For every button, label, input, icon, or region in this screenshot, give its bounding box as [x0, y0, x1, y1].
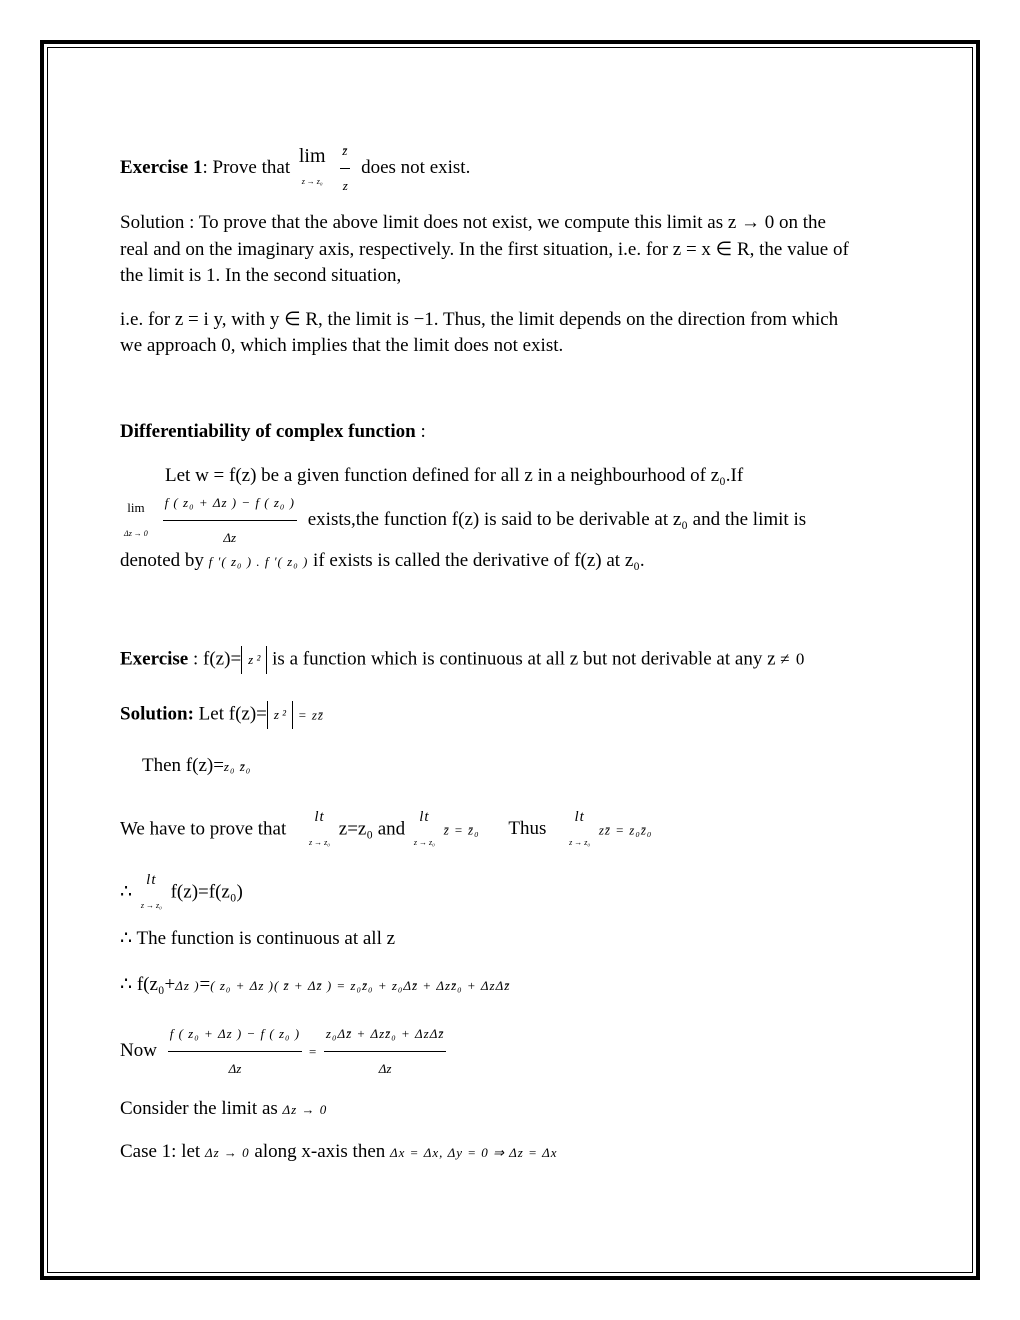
limit — [414, 806, 435, 854]
text: : f(z)= — [188, 648, 242, 670]
numerator: f ( z₀ + Δz ) − f ( z₀ ) — [168, 1023, 302, 1052]
solution-line: real and on the imaginary axis, respectively. In the first situation, i.e. for z = x ∈ R, the value of — [120, 239, 849, 260]
denominator: Δz — [228, 1061, 242, 1076]
text: and — [377, 818, 406, 840]
text: f(z)=f(z₀) — [170, 881, 243, 903]
lim-under: Δz → 0 — [124, 528, 148, 538]
solution-line: i.e. for z = i y, with y ∈ R, the limit is −1. Thus, the limit depends on the direction from which — [120, 309, 839, 330]
text: Let f(z)= — [193, 703, 267, 725]
denominator: z — [342, 178, 348, 193]
text — [120, 1098, 327, 1121]
prove-line — [120, 806, 652, 854]
abs-math: z ² — [241, 646, 267, 674]
text: denoted by — [120, 550, 204, 571]
text: Now — [120, 1039, 157, 1061]
math: zz̄ = z₀z̄₀ — [598, 822, 653, 838]
fraction — [163, 492, 297, 549]
exercise-label: Exercise — [120, 648, 189, 670]
solution-line: we approach 0, which implies that the limit does not exist. — [120, 335, 564, 356]
solution-line: the limit is 1. In the second situation, — [120, 265, 402, 286]
now-line — [120, 1023, 452, 1080]
solution-line: Solution : To prove that the above limit does not exist, we compute this limit as z → 0 on the — [120, 212, 826, 233]
lim: lim — [127, 499, 145, 515]
lt: lt — [146, 872, 157, 888]
numerator: f ( z₀ + Δz ) − f ( z₀ ) — [163, 492, 297, 521]
lim-under: z → z₀ — [140, 901, 162, 910]
text: Then f(z)= — [142, 755, 224, 776]
lim-under: z → z₀ — [309, 838, 331, 847]
math: z₀ z̄₀ — [223, 759, 252, 774]
text: if exists is called the derivative of f(z) at z₀. — [313, 550, 645, 571]
fraction — [324, 1023, 446, 1080]
lim: lim — [298, 144, 326, 167]
solution-label: Solution: — [120, 703, 194, 725]
text: Case 1: let — [120, 1141, 201, 1162]
math: ≠ 0 — [780, 649, 806, 669]
math: Δz → 0 — [204, 1145, 250, 1160]
text: is a function which is continuous at all z but not derivable at any z — [272, 648, 776, 670]
lt: lt — [314, 809, 325, 825]
exercise-label: Exercise 1 — [120, 156, 203, 178]
numerator: z̄ — [340, 140, 350, 169]
text: along x-axis then — [254, 1141, 386, 1162]
math: Δx = Δx, Δy = 0 ⇒ Δz = Δx — [390, 1145, 558, 1160]
limit — [141, 869, 162, 917]
heading: Differentiability of complex function — [120, 421, 416, 442]
derivative-def — [120, 492, 806, 549]
math: = — [308, 1043, 318, 1059]
numerator: z₀Δz̄ + Δzz̄₀ + ΔzΔz̄ — [324, 1023, 446, 1052]
limit — [569, 806, 590, 854]
fraction — [340, 140, 350, 197]
limit — [124, 497, 148, 545]
lt: lt — [419, 809, 430, 825]
math: ( z₀ + Δz )( z̄ + Δz̄ ) = z₀z̄₀ + z₀Δz̄ + Δzz̄₀ + ΔzΔz̄ — [210, 978, 511, 993]
math: = zz̄ — [297, 707, 324, 723]
lt: lt — [574, 809, 585, 825]
limit — [309, 806, 330, 854]
text: Let w = f(z) be a given function defined for all z in a neighbourhood of z₀.If — [165, 465, 744, 486]
denominator: Δz — [378, 1061, 392, 1076]
math: f ′( z₀ ) . f ′( z₀ ) — [208, 554, 309, 569]
expansion-line — [120, 974, 510, 997]
text — [142, 755, 251, 778]
lim-under: z → z₀ — [301, 176, 323, 186]
math: Δz → 0 — [282, 1102, 328, 1117]
lim-under: z → z₀ — [413, 838, 435, 847]
text: We have to prove that — [120, 818, 287, 840]
limit — [299, 145, 326, 193]
abs-math: z ² — [267, 701, 293, 729]
text: : — [415, 421, 426, 442]
exercise-2 — [120, 646, 805, 674]
therefore-symbol: ∴ — [120, 881, 133, 903]
text: Thus — [508, 818, 547, 840]
case-1 — [120, 1141, 558, 1164]
text: : Prove that — [202, 156, 291, 178]
therefore-line — [120, 869, 243, 917]
section-heading — [120, 421, 426, 443]
text: ∴ The function is continuous at all z — [120, 928, 396, 949]
text: z=z₀ — [338, 818, 373, 840]
denominator: Δz — [223, 530, 237, 545]
lim-under: z → z₀ — [569, 838, 591, 847]
text: does not exist. — [361, 156, 471, 178]
fraction — [168, 1023, 302, 1080]
exercise-1 — [120, 140, 470, 197]
math: Δz ) — [175, 978, 200, 993]
text: ∴ f(z₀+ — [120, 974, 176, 995]
text — [120, 550, 645, 573]
math: z̄ = z̄₀ — [443, 822, 480, 838]
text: Consider the limit as — [120, 1098, 278, 1119]
text: = — [199, 974, 211, 995]
text: exists,the function f(z) is said to be derivable at z₀ and the limit is — [307, 508, 807, 530]
solution-2 — [120, 701, 324, 729]
